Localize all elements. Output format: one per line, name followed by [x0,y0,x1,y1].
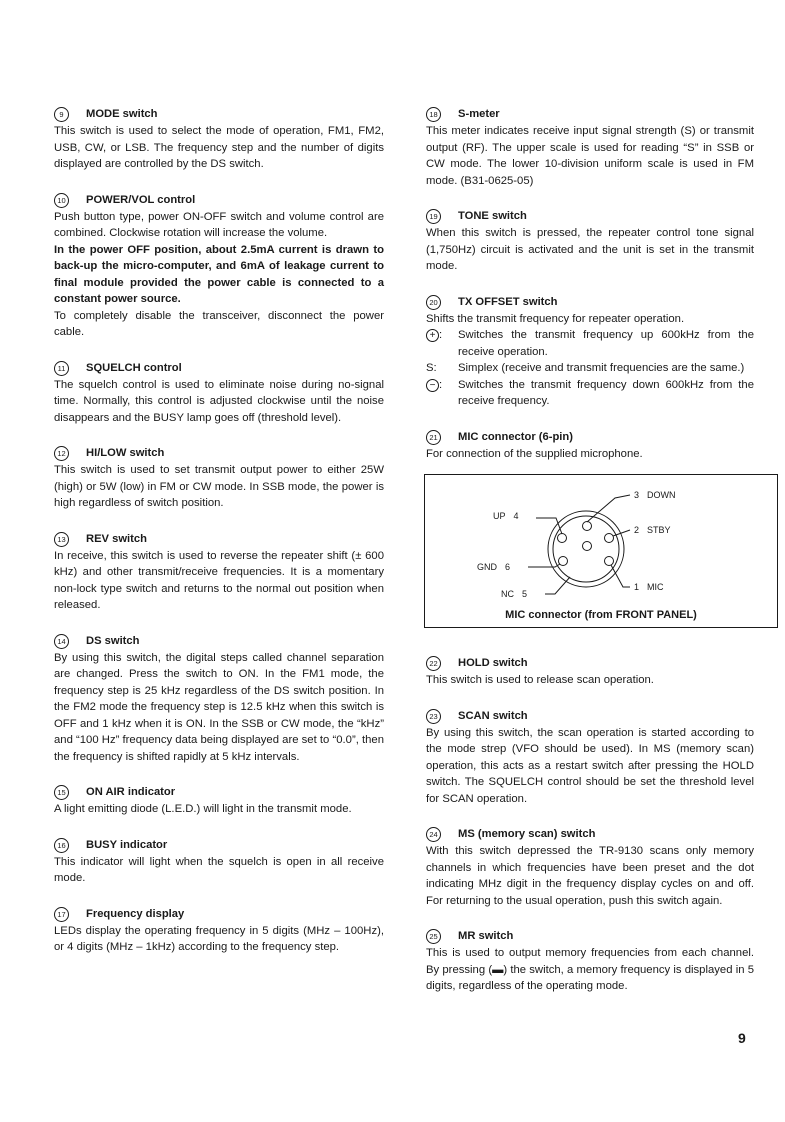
section-text: This switch is used to select the mode of operation, FM1, FM2, USB, CW, or LSB. The frequency step and the number of digits displayed are controlled by the DS switch. [54,125,384,170]
diagram-caption: MIC connector (from FRONT PANEL) [505,609,697,621]
item-number: 13 [54,532,69,547]
item-number: 16 [54,838,69,853]
section-text: This is used to output memory frequencies from each channel. By pressing (▬) the switch, a memory frequency is displayed in 5 digits, regardless of the operating mode. [426,947,754,992]
section-text: When this switch is pressed, the repeater control tone signal (1,750Hz) circuit is activated and the unit is set in the transmit mode. [426,227,754,272]
section-text: This meter indicates receive input signal strength (S) or transmit output (RF). The upper scale is used for reading “S” in SSB or CW mode. The lower 10-division uniform scale is used in FM mode. (B31-0625-05) [426,125,754,187]
item-number: 21 [426,430,441,445]
section-power-vol-control [54,193,384,341]
item-number: 10 [54,193,69,208]
section-text: Push button type, power ON-OFF switch and volume control are combined. Clockwise rotation will increase the volume. [54,210,384,239]
item-number: 24 [426,827,441,842]
item-number: 17 [54,907,69,922]
section-tx-offset-switch [426,295,754,410]
pin-3 [583,522,592,531]
pin-center [583,542,592,551]
pin-1 [605,557,614,566]
pin-2-label: 2 STBY [634,525,671,535]
item-number: 18 [426,107,441,122]
section-ds-switch [54,634,384,766]
item-number: 11 [54,361,69,376]
item-number: 14 [54,634,69,649]
section-text: This indicator will light when the squelch is open in all receive mode. [54,855,384,884]
section-text: LEDs display the operating frequency in 5 digits (MHz – 100Hz), or 4 digits (MHz – 1kHz) according to the frequency step. [54,924,384,953]
pin-4 [558,534,567,543]
section-frequency-display [54,907,384,956]
item-number: 12 [54,446,69,461]
section-mode-switch [54,107,384,173]
offset-item-text: Simplex (receive and transmit frequencies are the same.) [458,362,745,374]
section-title: REV switch [86,532,147,545]
item-number: 22 [426,656,441,671]
section-title: MIC connector (6-pin) [458,430,573,443]
section-mr-switch [426,929,754,995]
section-text: By using this switch, the scan operation is started according to the mode strep (VFO should be used). In MS (memory scan) operation, this acts as a restart switch after pressing the HOLD switch. The SQUELCH control should be set the threshold level for SCAN operation. [426,726,754,805]
leader-line-mic [611,565,630,587]
pin-4-label: UP 4 [493,511,519,521]
section-title: SQUELCH control [86,361,182,374]
section-tone-switch [426,209,754,275]
section-title: MODE switch [86,108,158,120]
section-title: HOLD switch [458,657,528,669]
leader-line-nc [545,577,570,594]
offset-item-text: Switches the transmit frequency up 600kHz from the receive operation. [458,329,754,358]
item-number: 9 [54,107,69,122]
section-title: TONE switch [458,210,527,222]
offset-item-text: Switches the transmit frequency down 600kHz from the receive frequency. [458,378,754,407]
item-number: 19 [426,209,441,224]
pin-6-label: GND 6 [477,562,511,572]
section-on-air-indicator [54,785,384,818]
connector-outer-ring [548,511,624,587]
offset-item-minus: − : Switches the transmit frequency down 600kHz from the receive frequency. [426,377,754,410]
section-text: By using this switch, the digital steps called channel separation are changed. Press the switch to ON. In the FM1 mode, the frequency step is 25 kHz regardless of the DS switch position. In the FM2 mode the frequency step is 12.5 kHz when this switch is OFF and 1 kHz when it is ON. In the SSB or CW mode, the “kHz” and “100 Hz” frequency data being displayed are set to “0.0”, then the frequency is shifted rapidly at 5 kHz intervals. [54,651,384,763]
section-title: MS (memory scan) switch [458,828,596,840]
pin-1-label: 1 MIC [634,582,664,592]
section-warning-text: In the power OFF position, about 2.5mA current is drawn to back-up the micro-computer, and 6mA of leakage current to final module provided the power cable is connected to a constant power source. [54,243,384,305]
section-text-2: To completely disable the transceiver, disconnect the power cable. [54,309,384,338]
section-text: This switch is used to set transmit output power to either 25W (high) or 5W (low) in FM or CW mode. In SSB mode, the power is high regardless of switch position. [54,464,384,509]
pin-3-label: 3 DOWN [634,490,676,500]
leader-line-gnd [528,564,560,567]
section-mic-connector [426,430,754,629]
simplex-symbol: S [426,362,434,374]
section-ms-switch [426,827,754,909]
section-text: Shifts the transmit frequency for repeater operation. [426,312,685,325]
item-number: 20 [426,295,441,310]
section-title: HI/LOW switch [86,447,165,459]
item-number: 23 [426,709,441,724]
section-title: Frequency display [86,907,185,920]
section-s-meter [426,107,754,189]
section-text: This switch is used to release scan operation. [426,674,654,686]
page-number: 9 [738,1030,746,1046]
left-column [54,107,384,976]
section-title: POWER/VOL control [86,193,196,206]
item-number: 15 [54,785,69,800]
section-title: SCAN switch [458,709,528,722]
section-title: S-meter [458,108,500,120]
section-title: ON AIR indicator [86,786,176,798]
pin-2 [605,534,614,543]
section-scan-switch [426,709,754,808]
plus-circle-icon: + [426,329,439,342]
section-text: A light emitting diode (L.E.D.) will light in the transmit mode. [54,803,352,815]
mic-connector-drawing [425,475,777,627]
connector-inner-ring [553,516,619,582]
section-title: MR switch [458,930,514,942]
section-squelch-control [54,361,384,427]
right-column [426,107,754,1015]
section-text: With this switch depressed the TR-9130 scans only memory channels in which frequencies have been preset and the dot indicating MHz digit in the frequency display cycles on and off. For returning to the usual operation, push this switch again. [426,845,754,907]
section-hi-low-switch [54,446,384,512]
section-rev-switch [54,532,384,614]
section-busy-indicator [54,838,384,887]
pin-5-label: NC 5 [501,589,528,599]
item-number: 25 [426,929,441,944]
section-title: DS switch [86,634,140,647]
offset-item-plus: + : Switches the transmit frequency up 600kHz from the receive operation. [426,327,754,360]
mic-connector-diagram [424,474,778,628]
section-title: TX OFFSET switch [458,295,558,308]
minus-circle-icon: − [426,379,439,392]
section-title: BUSY indicator [86,838,168,851]
section-text: For connection of the supplied microphone. [426,447,643,460]
section-hold-switch [426,656,754,689]
section-text: The squelch control is used to eliminate noise during no-signal time. Normally, this control is adjusted clockwise until the noise disappears and the BUSY lamp goes off (threshold level). [54,378,384,424]
offset-item-simplex: S: Simplex (receive and transmit frequencies are the same.) [426,360,754,377]
section-text: In receive, this switch is used to reverse the repeater shift (± 600 kHz) and other transmit/receive frequencies. It is a momentary non-lock type switch and returns to the normal out position when released. [54,549,384,611]
